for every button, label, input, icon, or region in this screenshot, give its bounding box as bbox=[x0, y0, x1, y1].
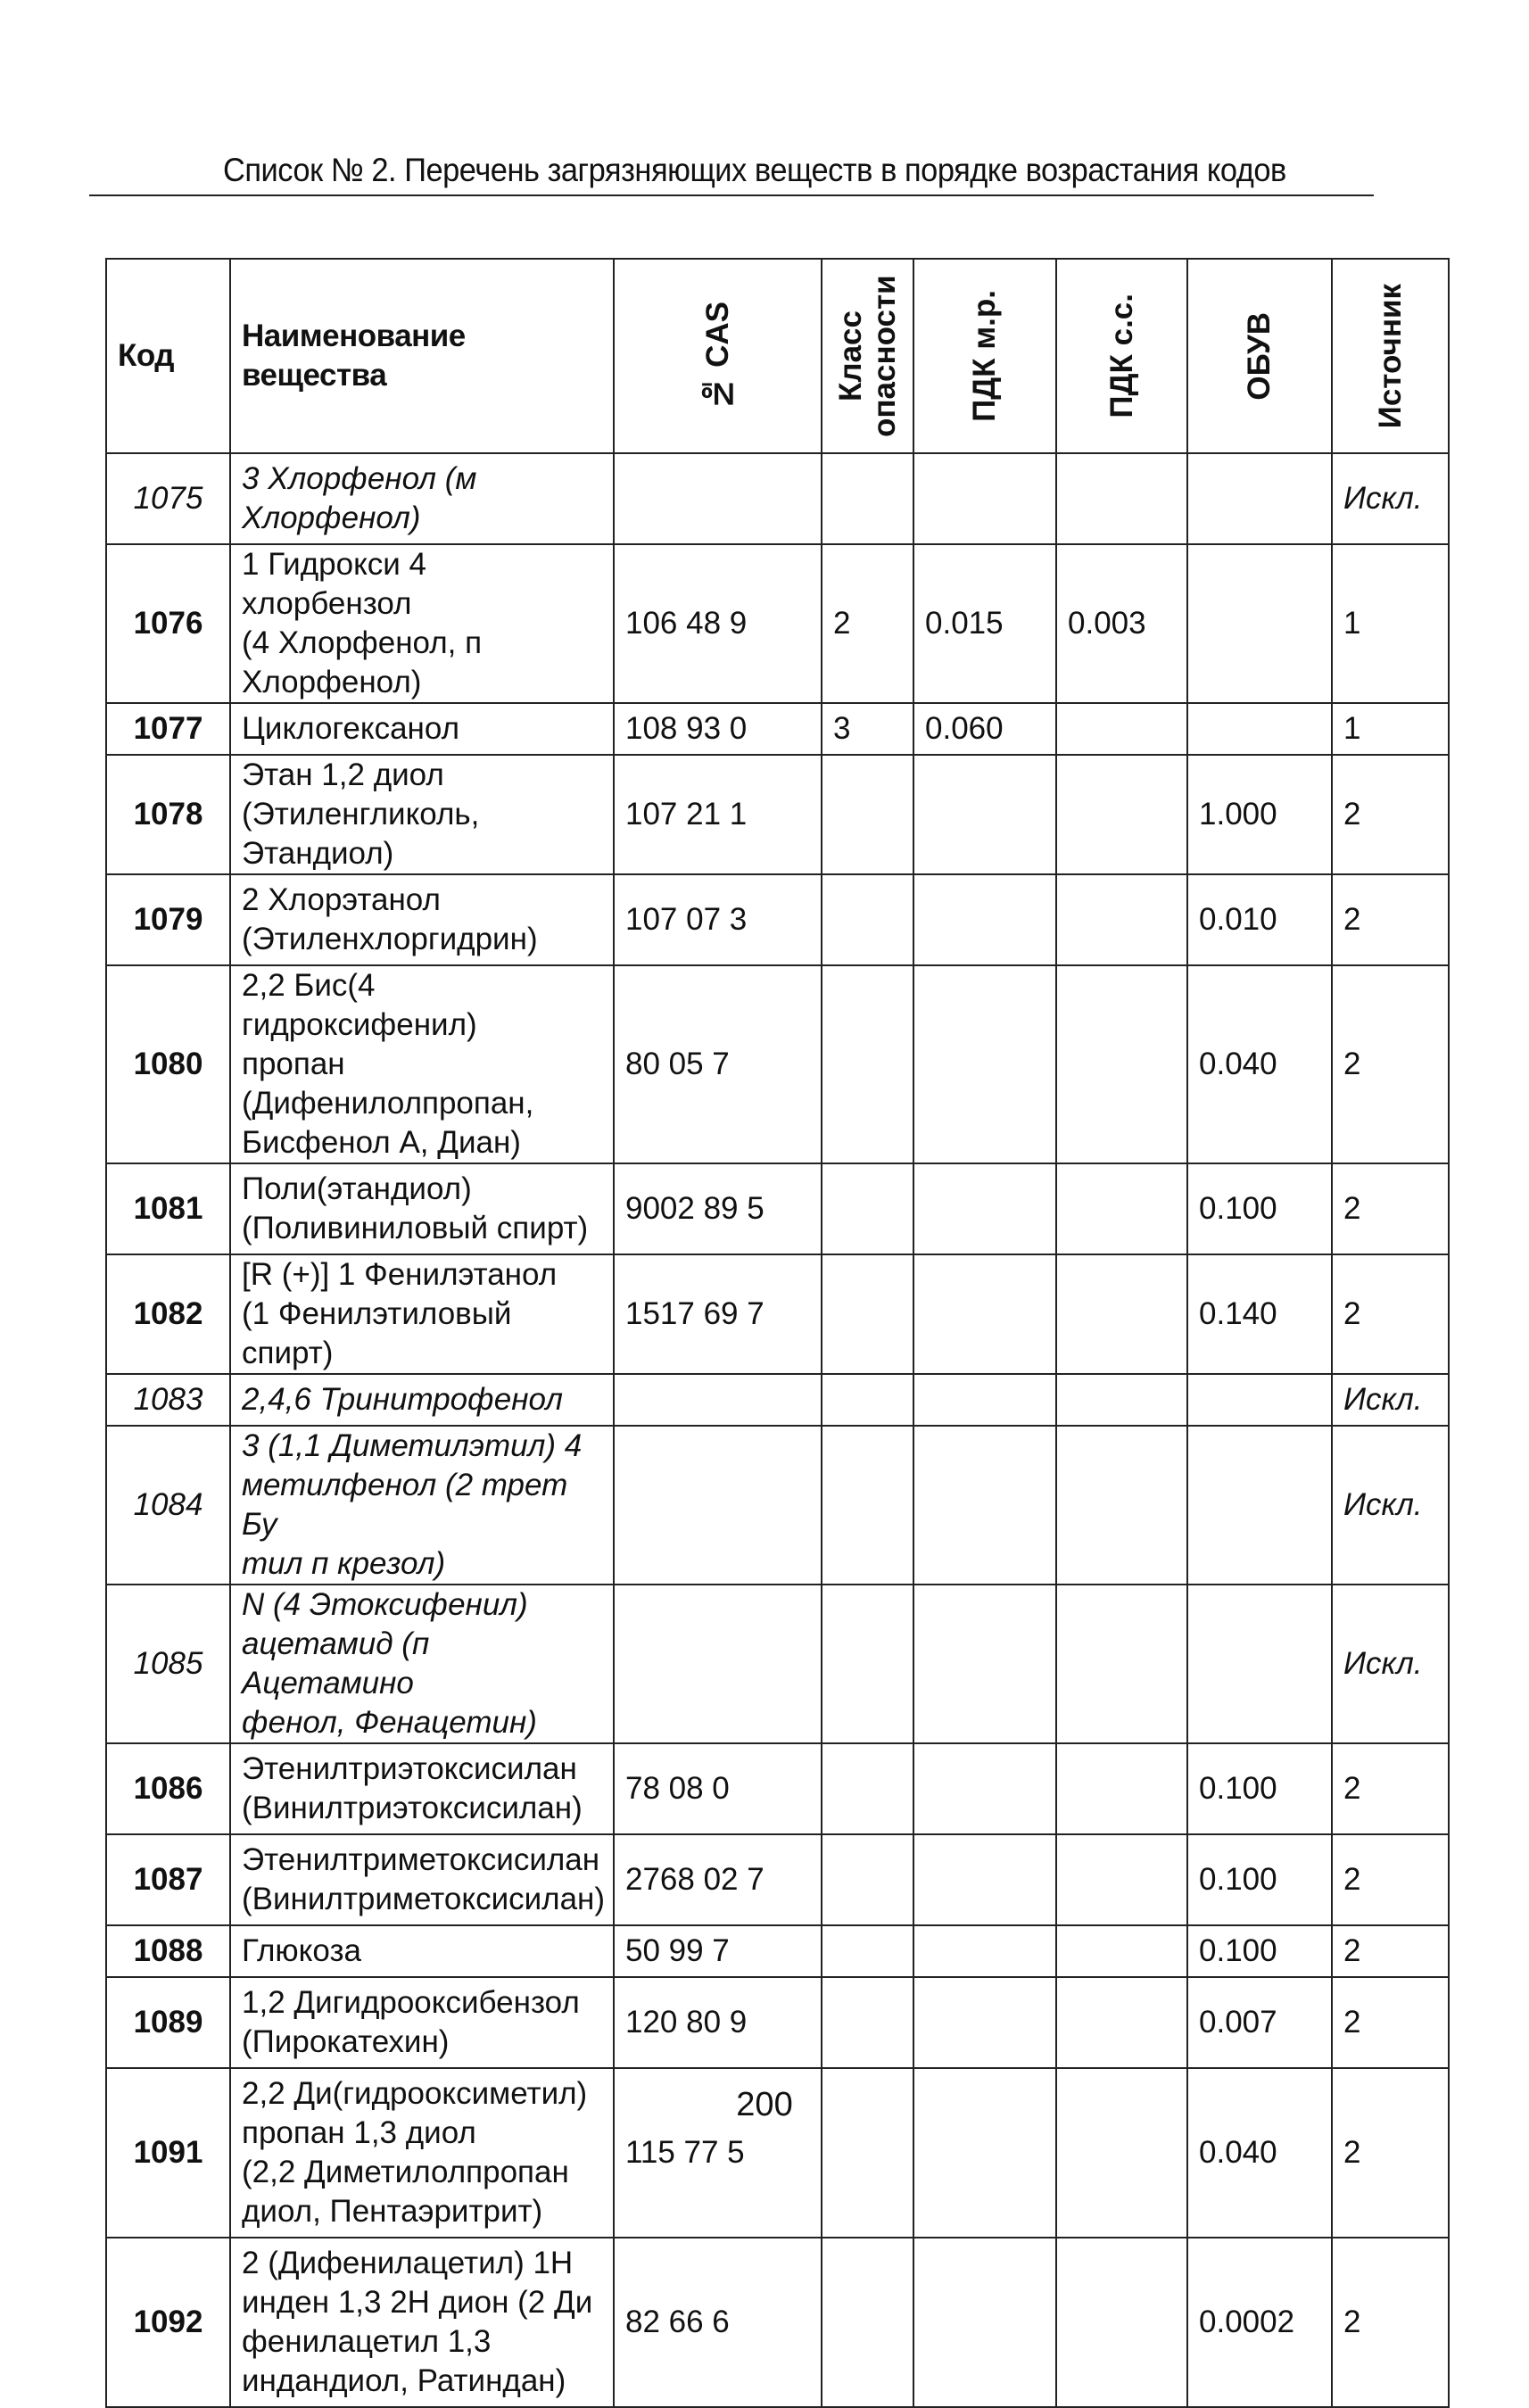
cell-pdk-ss bbox=[1056, 874, 1187, 965]
cell-source: 2 bbox=[1332, 2068, 1449, 2238]
cell-pdk-ss bbox=[1056, 1925, 1187, 1977]
cell-obuv bbox=[1187, 544, 1332, 703]
cell-source: 2 bbox=[1332, 2238, 1449, 2407]
cell-source: 2 bbox=[1332, 874, 1449, 965]
cell-obuv: 0.100 bbox=[1187, 1743, 1332, 1834]
cell-code: 1076 bbox=[106, 544, 230, 703]
cell-hazard-class bbox=[822, 755, 913, 874]
cell-source: 2 bbox=[1332, 1254, 1449, 1374]
cell-pdk-mr bbox=[913, 1834, 1056, 1925]
table-row bbox=[106, 2238, 1449, 2407]
cell-pdk-mr bbox=[913, 1585, 1056, 1743]
cell-code: 1087 bbox=[106, 1834, 230, 1925]
cell-pdk-mr bbox=[913, 1977, 1056, 2068]
cell-obuv: 0.100 bbox=[1187, 1163, 1332, 1254]
cell-hazard-class bbox=[822, 1585, 913, 1743]
cell-source: Искл. bbox=[1332, 1426, 1449, 1585]
table-row bbox=[106, 1426, 1449, 1585]
cell-hazard-class bbox=[822, 874, 913, 965]
cell-cas bbox=[614, 1426, 822, 1585]
cell-name: Этенилтриэтоксисилан (Винилтриэтоксисилан) bbox=[230, 1743, 614, 1834]
cell-hazard-class: 3 bbox=[822, 703, 913, 755]
cell-pdk-mr bbox=[913, 1426, 1056, 1585]
header-cas-label: № CAS bbox=[699, 301, 735, 411]
cell-cas: 108 93 0 bbox=[614, 703, 822, 755]
cell-code: 1080 bbox=[106, 965, 230, 1163]
cell-code: 1077 bbox=[106, 703, 230, 755]
cell-cas: 80 05 7 bbox=[614, 965, 822, 1163]
table-row bbox=[106, 965, 1449, 1163]
cell-name: 2,2 Бис(4 гидроксифенил) пропан (Дифенилолпропан, Бисфенол А, Диан) bbox=[230, 965, 614, 1163]
cell-code: 1082 bbox=[106, 1254, 230, 1374]
header-source bbox=[1332, 259, 1449, 453]
cell-obuv bbox=[1187, 703, 1332, 755]
cell-hazard-class bbox=[822, 1925, 913, 1977]
cell-obuv: 0.040 bbox=[1187, 2068, 1332, 2238]
cell-pdk-ss: 0.003 bbox=[1056, 544, 1187, 703]
cell-obuv: 0.040 bbox=[1187, 965, 1332, 1163]
cell-cas bbox=[614, 453, 822, 544]
table-row bbox=[106, 755, 1449, 874]
page-title: Список № 2. Перечень загрязняющих веществ в порядке возрастания кодов bbox=[223, 152, 1286, 188]
cell-hazard-class bbox=[822, 1374, 913, 1426]
cell-pdk-mr: 0.015 bbox=[913, 544, 1056, 703]
cell-cas: 120 80 9 bbox=[614, 1977, 822, 2068]
cell-code: 1092 bbox=[106, 2238, 230, 2407]
cell-obuv: 0.010 bbox=[1187, 874, 1332, 965]
table-row bbox=[106, 874, 1449, 965]
header-pdk-mr bbox=[913, 259, 1056, 453]
cell-obuv bbox=[1187, 1426, 1332, 1585]
table-row bbox=[106, 453, 1449, 544]
cell-cas: 82 66 6 bbox=[614, 2238, 822, 2407]
cell-obuv: 0.140 bbox=[1187, 1254, 1332, 1374]
cell-pdk-ss bbox=[1056, 1743, 1187, 1834]
cell-name: 1,2 Дигидрооксибензол (Пирокатехин) bbox=[230, 1977, 614, 2068]
table-row bbox=[106, 544, 1449, 703]
table-row bbox=[106, 1834, 1449, 1925]
cell-name: 3 Хлорфенол (м Хлорфенол) bbox=[230, 453, 614, 544]
cell-source: 2 bbox=[1332, 1925, 1449, 1977]
cell-cas: 106 48 9 bbox=[614, 544, 822, 703]
table-row bbox=[106, 1585, 1449, 1743]
table-row bbox=[106, 1254, 1449, 1374]
page-number: 200 bbox=[736, 2086, 793, 2123]
cell-pdk-mr bbox=[913, 965, 1056, 1163]
cell-code: 1088 bbox=[106, 1925, 230, 1977]
table-row bbox=[106, 1743, 1449, 1834]
cell-pdk-mr bbox=[913, 1254, 1056, 1374]
cell-cas: 1517 69 7 bbox=[614, 1254, 822, 1374]
cell-pdk-mr bbox=[913, 1374, 1056, 1426]
cell-pdk-mr bbox=[913, 755, 1056, 874]
table-row bbox=[106, 703, 1449, 755]
cell-pdk-mr bbox=[913, 1925, 1056, 1977]
cell-cas: 107 07 3 bbox=[614, 874, 822, 965]
cell-source: 1 bbox=[1332, 703, 1449, 755]
cell-pdk-ss bbox=[1056, 703, 1187, 755]
cell-hazard-class: 2 bbox=[822, 544, 913, 703]
table-row bbox=[106, 1925, 1449, 1977]
cell-source: Искл. bbox=[1332, 1374, 1449, 1426]
cell-pdk-ss bbox=[1056, 755, 1187, 874]
cell-code: 1079 bbox=[106, 874, 230, 965]
cell-cas: 115 77 5 bbox=[614, 2068, 822, 2238]
header-pdk-ss bbox=[1056, 259, 1187, 453]
cell-name: Этенилтриметоксисилан (Винилтриметоксисилан) bbox=[230, 1834, 614, 1925]
cell-source: Искл. bbox=[1332, 1585, 1449, 1743]
cell-hazard-class bbox=[822, 453, 913, 544]
cell-name: Поли(этандиол) (Поливиниловый спирт) bbox=[230, 1163, 614, 1254]
table-row bbox=[106, 1374, 1449, 1426]
cell-hazard-class bbox=[822, 1254, 913, 1374]
cell-cas: 2768 02 7 bbox=[614, 1834, 822, 1925]
cell-name: N (4 Этоксифенил) ацетамид (п Ацетамино фенол, Фенацетин) bbox=[230, 1585, 614, 1743]
cell-cas: 107 21 1 bbox=[614, 755, 822, 874]
cell-pdk-mr: 0.060 bbox=[913, 703, 1056, 755]
cell-obuv: 0.100 bbox=[1187, 1834, 1332, 1925]
cell-name: [R (+)] 1 Фенилэтанол (1 Фенилэтиловый спирт) bbox=[230, 1254, 614, 1374]
header-obuv bbox=[1187, 259, 1332, 453]
cell-code: 1084 bbox=[106, 1426, 230, 1585]
cell-name: 3 (1,1 Диметилэтил) 4 метилфенол (2 трет Бу тил п крезол) bbox=[230, 1426, 614, 1585]
cell-obuv: 0.100 bbox=[1187, 1925, 1332, 1977]
cell-hazard-class bbox=[822, 1426, 913, 1585]
cell-name: Глюкоза bbox=[230, 1925, 614, 1977]
cell-obuv bbox=[1187, 1374, 1332, 1426]
cell-name: 2 (Дифенилацетил) 1Н инден 1,3 2Н дион (2 Ди фенилацетил 1,3 индандиол, Ратиндан) bbox=[230, 2238, 614, 2407]
cell-hazard-class bbox=[822, 965, 913, 1163]
cell-cas bbox=[614, 1374, 822, 1426]
header-hazard-class bbox=[822, 259, 913, 453]
cell-source: 2 bbox=[1332, 1834, 1449, 1925]
cell-name: 2,2 Ди(гидрооксиметил) пропан 1,3 диол (2,2 Диметилолпропан диол, Пентаэритрит) bbox=[230, 2068, 614, 2238]
cell-cas: 78 08 0 bbox=[614, 1743, 822, 1834]
cell-name: 1 Гидрокси 4 хлорбензол (4 Хлорфенол, п Хлорфенол) bbox=[230, 544, 614, 703]
cell-code: 1089 bbox=[106, 1977, 230, 2068]
cell-code: 1086 bbox=[106, 1743, 230, 1834]
cell-name: Циклогексанол bbox=[230, 703, 614, 755]
cell-source: 2 bbox=[1332, 1163, 1449, 1254]
title-underline bbox=[89, 194, 1374, 196]
cell-name: Этан 1,2 диол (Этиленгликоль, Этандиол) bbox=[230, 755, 614, 874]
cell-source: 2 bbox=[1332, 755, 1449, 874]
cell-pdk-mr bbox=[913, 1163, 1056, 1254]
cell-code: 1075 bbox=[106, 453, 230, 544]
cell-pdk-mr bbox=[913, 874, 1056, 965]
cell-pdk-ss bbox=[1056, 1834, 1187, 1925]
cell-source: 2 bbox=[1332, 1743, 1449, 1834]
cell-obuv: 1.000 bbox=[1187, 755, 1332, 874]
cell-obuv bbox=[1187, 1585, 1332, 1743]
table-row bbox=[106, 1977, 1449, 2068]
cell-source: 1 bbox=[1332, 544, 1449, 703]
cell-source: Искл. bbox=[1332, 453, 1449, 544]
cell-pdk-ss bbox=[1056, 1163, 1187, 1254]
cell-pdk-ss bbox=[1056, 1374, 1187, 1426]
header-source-label: Источник bbox=[1372, 283, 1408, 429]
cell-pdk-mr bbox=[913, 2238, 1056, 2407]
cell-code: 1085 bbox=[106, 1585, 230, 1743]
cell-source: 2 bbox=[1332, 965, 1449, 1163]
header-name: Наименование вещества bbox=[230, 259, 614, 453]
cell-name: 2 Хлорэтанол (Этиленхлоргидрин) bbox=[230, 874, 614, 965]
header-hazard-class-label: Класс опасности bbox=[832, 275, 902, 437]
cell-obuv: 0.007 bbox=[1187, 1977, 1332, 2068]
cell-code: 1078 bbox=[106, 755, 230, 874]
cell-pdk-ss bbox=[1056, 1426, 1187, 1585]
cell-hazard-class bbox=[822, 2238, 913, 2407]
cell-name: 2,4,6 Тринитрофенол bbox=[230, 1374, 614, 1426]
cell-code: 1081 bbox=[106, 1163, 230, 1254]
cell-hazard-class bbox=[822, 1834, 913, 1925]
header-obuv-label: ОБУВ bbox=[1242, 311, 1277, 401]
cell-pdk-ss bbox=[1056, 965, 1187, 1163]
cell-source: 2 bbox=[1332, 1977, 1449, 2068]
cell-pdk-mr bbox=[913, 1743, 1056, 1834]
cell-code: 1091 bbox=[106, 2068, 230, 2238]
cell-cas bbox=[614, 1585, 822, 1743]
cell-cas: 9002 89 5 bbox=[614, 1163, 822, 1254]
cell-pdk-ss bbox=[1056, 453, 1187, 544]
cell-code: 1083 bbox=[106, 1374, 230, 1426]
cell-pdk-ss bbox=[1056, 1254, 1187, 1374]
cell-hazard-class bbox=[822, 1163, 913, 1254]
header-pdk-mr-label: ПДК м.р. bbox=[967, 290, 1002, 422]
header-code: Код bbox=[106, 259, 230, 453]
cell-obuv bbox=[1187, 453, 1332, 544]
header-row bbox=[106, 259, 1449, 453]
table-row bbox=[106, 1163, 1449, 1254]
cell-cas: 50 99 7 bbox=[614, 1925, 822, 1977]
cell-hazard-class bbox=[822, 1977, 913, 2068]
header-cas bbox=[614, 259, 822, 453]
header-pdk-ss-label: ПДК с.с. bbox=[1103, 294, 1139, 418]
cell-pdk-ss bbox=[1056, 1977, 1187, 2068]
cell-obuv: 0.0002 bbox=[1187, 2238, 1332, 2407]
cell-pdk-ss bbox=[1056, 1585, 1187, 1743]
cell-pdk-ss bbox=[1056, 2238, 1187, 2407]
cell-pdk-mr bbox=[913, 453, 1056, 544]
cell-hazard-class bbox=[822, 1743, 913, 1834]
